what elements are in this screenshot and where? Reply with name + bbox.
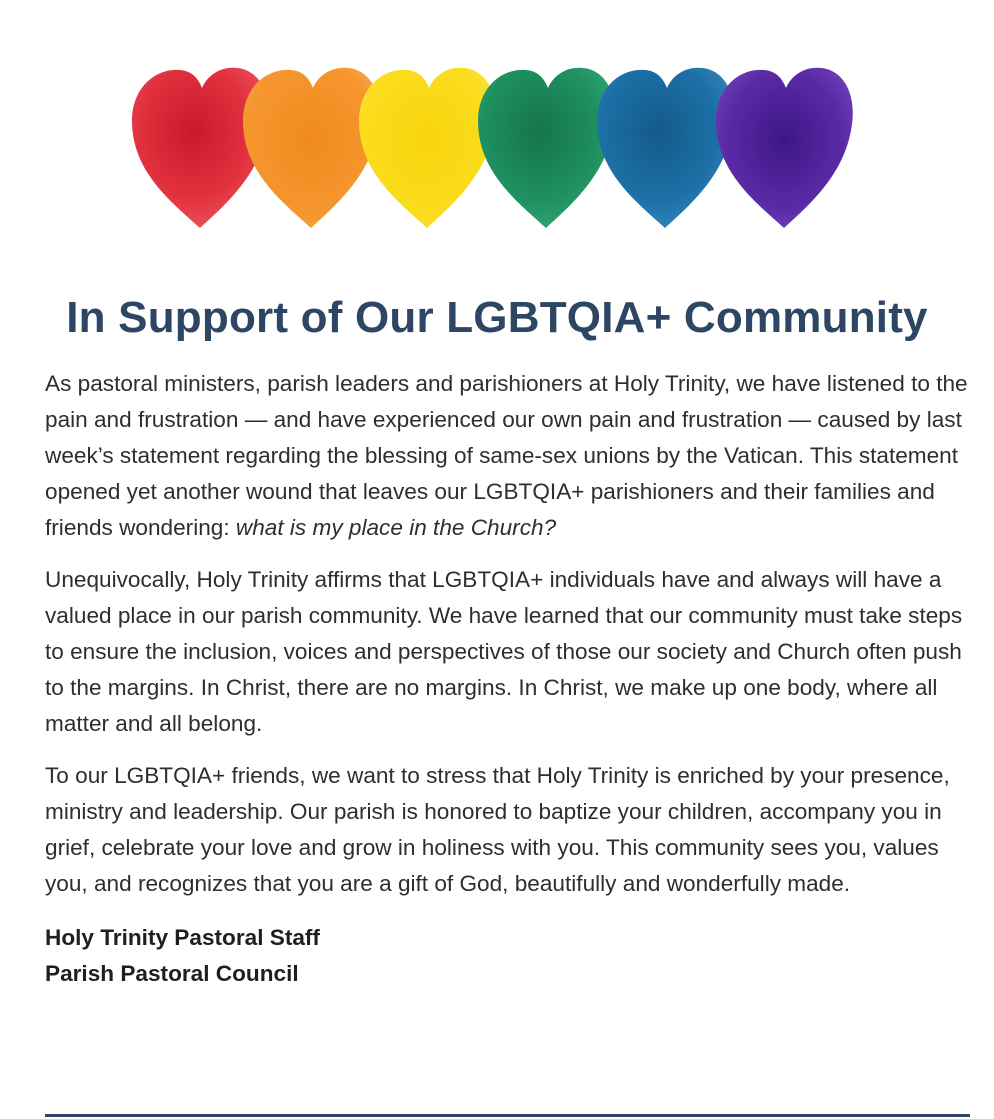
rainbow-hearts-image bbox=[128, 62, 873, 237]
article-body bbox=[45, 366, 975, 992]
signature-block bbox=[45, 920, 975, 992]
paragraph-1-question: what is my place in the Church? bbox=[235, 515, 557, 540]
signature-line-staff: Holy Trinity Pastoral Staff bbox=[45, 925, 320, 950]
page-title: In Support of Our LGBTQIA+ Community bbox=[66, 293, 928, 342]
paragraph-3: To our LGBTQIA+ friends, we want to stress that Holy Trinity is enriched by your presence, ministry and leadership. Our parish is honored to baptize your children, accompany you in grief, celebrate your love and grow in holiness with you. This community sees you, values you, and recognizes that you are a gift of God, beautifully and wonderfully made. bbox=[45, 763, 950, 896]
hearts-svg bbox=[128, 62, 873, 237]
heart-orange-icon bbox=[243, 68, 380, 228]
paragraph-2: Unequivocally, Holy Trinity affirms that LGBTQIA+ individuals have and always will have a valued place in our parish community. We have learned that our community must take steps to ensure the inclusion, voices and perspectives of those our society and Church often push to the margins. In Christ, there are no margins. In Christ, we make up one body, where all matter and all belong. bbox=[45, 567, 963, 736]
heart-blue-icon bbox=[597, 68, 734, 228]
signature-line-council: Parish Pastoral Council bbox=[45, 961, 299, 986]
heart-green-icon bbox=[478, 68, 615, 228]
heart-yellow-icon bbox=[359, 68, 496, 228]
heart-purple-icon bbox=[716, 68, 853, 228]
paragraph-1 bbox=[45, 366, 975, 546]
paragraph-1-text: As pastoral ministers, parish leaders and parishioners at Holy Trinity, we have listened to the pain and frustration — and have experienced our own pain and frustration — caused by last week’s statement regarding the blessing of same-sex unions by the Vatican. This statement opened yet another wound that leaves our LGBTQIA+ parishioners and their families and friends wondering: bbox=[45, 371, 968, 540]
bottom-divider bbox=[45, 1114, 970, 1117]
